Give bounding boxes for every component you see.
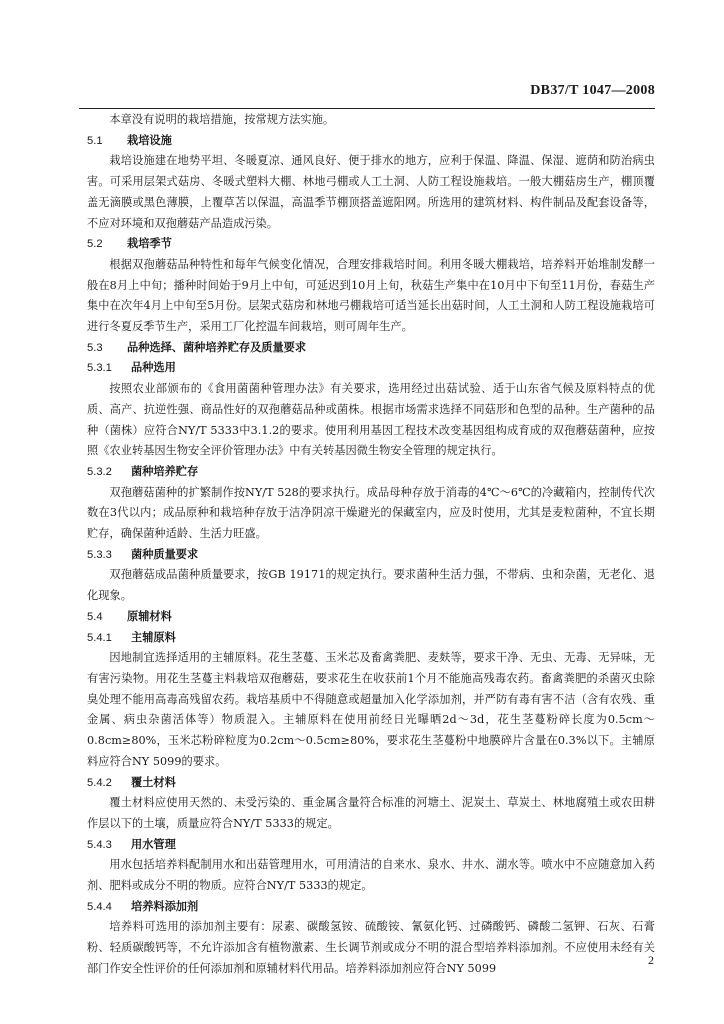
- section-title: 菌种质量要求: [131, 547, 199, 561]
- section-heading: [87, 545, 655, 566]
- section-title: 原辅材料: [127, 609, 172, 623]
- section-heading: [87, 234, 655, 255]
- body-paragraph: 因地制宜选择适用的主辅原料。花生茎蔓、玉米芯及畜禽粪肥、麦麸等，要求干净、无虫、无毒、无异味，无有害污染物。用花生茎蔓主料栽培双孢蘑菇，要求花生在收获前1个月不能施高残毒农药。畜禽粪肥的杀菌灭虫除臭处理不能用高毒高残留农药。栽培基质中不得随意或超量加入化学添加剂，并严防有毒有害不洁（含有农残、重金属、病虫杂菌活体等）物质混入。主辅原料在使用前经日光曝晒2d～3d，花生茎蔓粉碎长度为0.5cm～0.8cm≥80%，玉米芯粉碎粒度为0.2cm～0.5cm≥80%，要求花生茎蔓粉中地膜碎片含量在0.3%以下。主辅原料应符合NY 5099的要求。: [87, 651, 655, 768]
- section-number: 5.4.3: [87, 838, 112, 851]
- section-number: 5.3.1: [87, 362, 112, 375]
- body-paragraph: 本章没有说明的栽培措施，按常规方法实施。: [109, 113, 335, 126]
- section-title: 主辅原料: [131, 630, 176, 644]
- section-heading: [87, 607, 655, 628]
- section-heading: [87, 358, 655, 379]
- standard-code: DB37/T 1047—2008: [530, 83, 655, 98]
- body-paragraph: 根据双孢蘑菇品种特性和每年气候变化情况，合理安排栽培时间。利用冬暖大棚栽培，培养料开始堆制发酵一般在8月上中旬；播种时间始于9月上中旬，可延迟到10月上旬，秋菇生产集中在10月中下旬至11月份，春菇生产集中在次年4月上中旬至5月份。层架式菇房和林地弓棚栽培可适当延长出菇时间，人工土洞和人防工程设施栽培可进行冬夏反季节生产，采用工厂化控温车间栽培，则可周年生产。: [87, 257, 655, 334]
- section-title: 培养料添加剂: [131, 899, 199, 913]
- section-number: 5.2: [87, 238, 103, 251]
- section-number: 5.4: [87, 610, 103, 623]
- section-title: 用水管理: [131, 837, 176, 851]
- section-number: 5.4.2: [87, 776, 112, 789]
- section-title: 菌种培养贮存: [131, 464, 199, 478]
- section-heading: [87, 897, 655, 918]
- document-body: [87, 110, 655, 980]
- body-paragraph: 双孢蘑菇成品菌种质量要求，按GB 19171的规定执行。要求菌种生活力强，不带病、虫和杂菌，无老化、退化现象。: [87, 568, 655, 603]
- section-title: 品种选用: [131, 361, 176, 375]
- section-title: 栽培季节: [127, 237, 172, 251]
- page-header: [79, 76, 655, 109]
- section-number: 5.4.1: [87, 631, 112, 644]
- section-title: 覆土材料: [131, 775, 176, 789]
- section-number: 5.3.3: [87, 548, 112, 561]
- body-paragraph: 栽培设施建在地势平坦、冬暖夏凉、通风良好、便于排水的地方，应利于保温、降温、保湿、遮荫和防治病虫害。可采用层架式菇房、冬暖式塑料大棚、林地弓棚或人工土洞、人防工程设施栽培。一般大棚菇房生产，棚顶覆盖无滴膜或黑色薄膜，上覆草苫以保温，高温季节棚顶搭盖遮阳网。所选用的建筑材料、构件制品及配套设备等，不应对环境和双孢蘑菇产品造成污染。: [87, 154, 655, 230]
- body-paragraph: 双孢蘑菇菌种的扩繁制作按NY/T 528的要求执行。成品母种存放于消毒的4℃～6℃的冷藏箱内，控制传代次数在3代以内；成品原种和栽培种存放于洁净阴凉干燥避光的保藏室内，应及时使用，尤其是麦粒菌种，不宜长期贮存，确保菌种适龄、生活力旺盛。: [87, 485, 655, 541]
- section-number: 5.3.2: [87, 465, 112, 478]
- section-heading: [87, 338, 655, 359]
- body-paragraph: 按照农业部颁布的《食用菌菌种管理办法》有关要求，选用经过出菇试验、适于山东省气候及原料特点的优质、高产、抗逆性强、商品性好的双孢蘑菇品种或菌株。根据市场需求选择不同菇形和色型的品种。生产菌种的品种（菌株）应符合NY/T 5333中3.1.2的要求。使用利用基因工程技术改变基因组构成育成的双孢蘑菇菌种，应按照《农业转基因生物安全评价管理办法》中有关转基因微生物安全管理的规定执行。: [87, 382, 655, 458]
- section-number: 5.1: [87, 134, 103, 147]
- section-heading: [87, 131, 655, 152]
- section-heading: [87, 628, 655, 649]
- section-title: 栽培设施: [127, 133, 172, 147]
- page-number: 2: [648, 953, 654, 967]
- body-paragraph: 覆土材料应使用天然的、未受污染的、重金属含量符合标准的河塘土、泥炭土、草炭土、林地腐殖土或农田耕作层以下的土壤，质量应符合NY/T 5333的规定。: [87, 796, 655, 830]
- section-title: 品种选择、菌种培养贮存及质量要求: [127, 340, 307, 354]
- section-heading: [87, 773, 655, 794]
- body-paragraph: 用水包括培养料配制用水和出菇管理用水，可用清洁的自来水、泉水、井水、湖水等。喷水中不应随意加入药剂、肥料或成分不明的物质。应符合NY/T 5333的规定。: [87, 858, 655, 893]
- section-heading: [87, 462, 655, 483]
- body-paragraph: 培养料可选用的添加剂主要有：尿素、碳酸氢铵、硫酸铵、氰氨化钙、过磷酸钙、磷酸二氢钾、石灰、石膏粉、轻质碳酸钙等，不允许添加含有植物激素、生长调节剂或成分不明的混合型培养料添加剂。不应使用未经有关部门作安全性评价的任何添加剂和原辅材料代用品。培养料添加剂应符合NY 5099: [87, 920, 655, 975]
- section-number: 5.3: [87, 341, 103, 354]
- section-number: 5.4.4: [87, 900, 112, 913]
- section-heading: [87, 835, 655, 856]
